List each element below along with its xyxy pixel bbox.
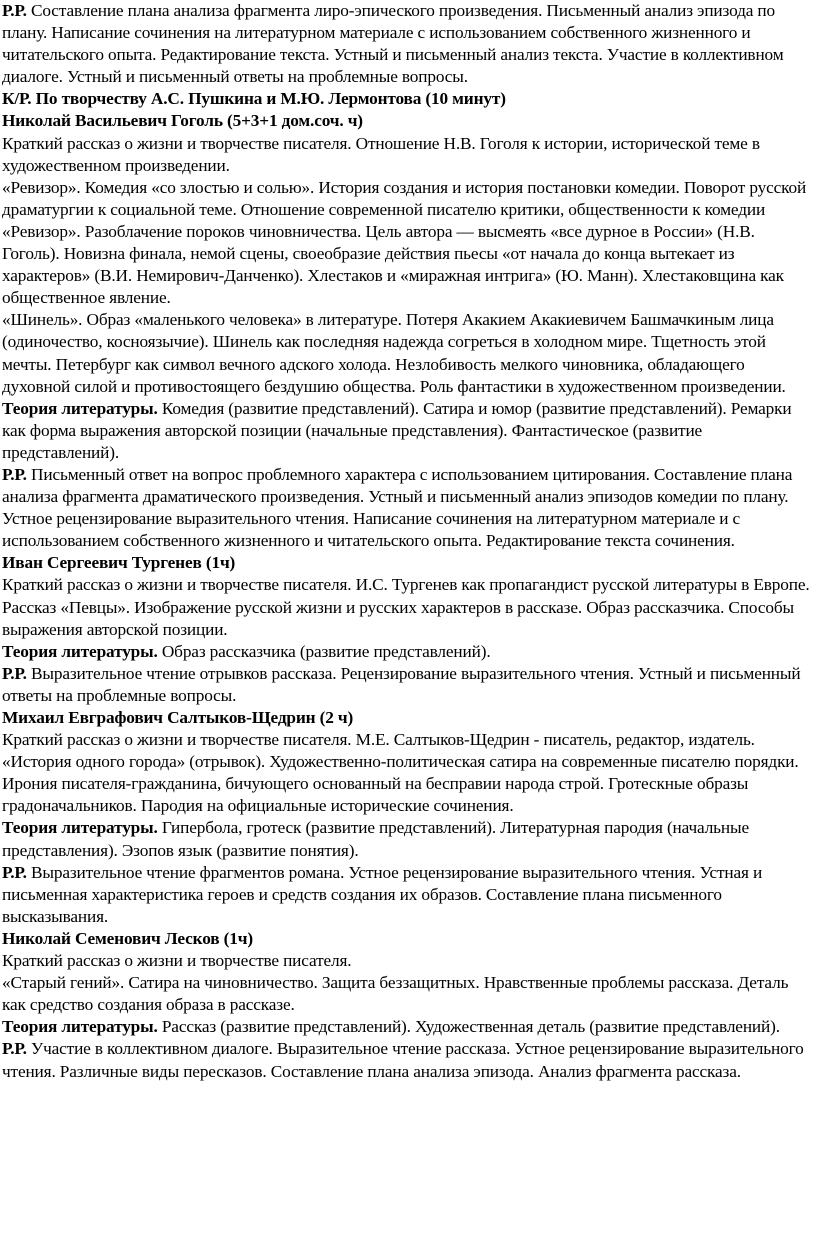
section-heading-gogol: Николай Васильевич Гоголь (5+3+1 дом.соч. ч) — [2, 111, 363, 131]
revizor-paragraph: «Ревизор». Комедия «со злостью и солью». История создания и история постановки комедии. Поворот русской драматургии к социальной теме. Отношение современной писателю критики, общественности к комедии «Ревизор». Разоблачение пороков чиновничества. Цель автора — высмеять «все дурное в России» (Н.В. Гоголь). Новизна финала, немой сцены, своеобразие действия пьесы «от начала до конца вытекает из характеров» (В.И. Немирович-Данченко). Хлестаков и «миражная интрига» (Ю. Манн). Хлестаковщина как общественное явление. — [2, 177, 807, 308]
paragraph-text: Выразительное чтение фрагментов романа. Устное рецензирование выразительного чтения. Устная и письменная характеристика героев и средств создания их образов. Составление плана письменного высказывания. — [2, 862, 763, 926]
paragraph-text: Рассказ (развитие представлений). Художественная деталь (развитие представлений). — [157, 1017, 780, 1037]
shinel-paragraph: «Шинель». Образ «маленького человека» в литературе. Потеря Акакием Акакиевичем Башмачкиным лица (одиночество, косноязычие). Шинель как последняя надежда согреться в холодном мире. Тщетность этой мечты. Петербург как символ вечного адского холода. Незлобивость мелкого чиновника, обладающего духовной силой и противостоящего бездушию общества. Роль фантастики в художественном произведении. — [2, 310, 786, 396]
rr-paragraph-lyric-epic — [2, 0, 810, 88]
rr-label: Р.Р. — [2, 1039, 27, 1059]
paragraph-text: Гипербола, гротеск (развитие представлений). Литературная пародия (начальные представления). Эзопов язык (развитие понятия). — [2, 818, 749, 860]
stary-geniy-paragraph: «Старый гений». Сатира на чиновничество. Защита беззащитных. Нравственные проблемы рассказа. Деталь как средство создания образа в рассказе. — [2, 973, 789, 1015]
paragraph-text: Участие в коллективном диалоге. Выразительное чтение рассказа. Устное рецензирование выразительного чтения. Различные виды пересказов. Составление плана анализа эпизода. Анализ фрагмента рассказа. — [2, 1039, 804, 1081]
leskov-bio-paragraph: Краткий рассказ о жизни и творчестве писателя. — [2, 951, 352, 971]
rr-label: Р.Р. — [2, 464, 27, 484]
rr-label: Р.Р. — [2, 1, 27, 20]
rr-label: Р.Р. — [2, 862, 27, 882]
theory-paragraph-turgenev — [2, 641, 810, 663]
theory-label: Теория литературы. — [2, 818, 158, 838]
turgenev-bio-paragraph: Краткий рассказ о жизни и творчестве писателя. И.С. Тургенев как пропагандист русской литературы в Европе. — [2, 575, 810, 595]
theory-label: Теория литературы. — [2, 398, 158, 418]
saltykov-bio-paragraph: Краткий рассказ о жизни и творчестве писателя. М.Е. Салтыков-Щедрин - писатель, редактор, издатель. — [2, 730, 755, 750]
control-work-heading: К/Р. По творчеству А.С. Пушкина и М.Ю. Лермонтова (10 минут) — [2, 89, 506, 109]
theory-label: Теория литературы. — [2, 1017, 158, 1037]
section-heading-saltykov: Михаил Евграфович Салтыков-Щедрин (2 ч) — [2, 708, 354, 727]
section-heading-leskov: Николай Семенович Лесков (1ч) — [2, 928, 253, 948]
theory-label: Теория литературы. — [2, 641, 158, 661]
section-heading-turgenev: Иван Сергеевич Тургенев (1ч) — [2, 553, 236, 573]
theory-paragraph-leskov — [2, 1016, 810, 1038]
theory-paragraph-saltykov — [2, 817, 810, 861]
rr-label: Р.Р. — [2, 663, 27, 683]
rr-paragraph-leskov — [2, 1038, 810, 1082]
paragraph-text: Составление плана анализа фрагмента лиро-эпического произведения. Письменный анализ эпизода по плану. Написание сочинения на литературном материале с использованием собственного жизненного и читательского опыта. Редактирование текста. Устный и письменный анализ текста. Участие в коллективном диалоге. Устный и письменный ответы на проблемные вопросы. — [2, 1, 784, 87]
gogol-bio-paragraph: Краткий рассказ о жизни и творчестве писателя. Отношение Н.В. Гоголя к истории, исторической теме в художественном произведении. — [2, 133, 760, 175]
rr-paragraph-gogol — [2, 464, 810, 552]
paragraph-text: Выразительное чтение отрывков рассказа. Рецензирование выразительного чтения. Устный и письменный ответы на проблемные вопросы. — [2, 663, 801, 705]
paragraph-text: Образ рассказчика (развитие представлений). — [157, 641, 491, 661]
pevtsy-paragraph: Рассказ «Певцы». Изображение русской жизни и русских характеров в рассказе. Образ рассказчика. Способы выражения авторской позиции. — [2, 597, 794, 639]
theory-paragraph-gogol — [2, 398, 810, 464]
paragraph-text: Письменный ответ на вопрос проблемного характера с использованием цитирования. Составление плана анализа фрагмента драматического произведения. Устный и письменный анализ эпизодов комедии по плану. Устное рецензирование выразительного чтения. Написание сочинения на литературном материале и с использованием собственного жизненного и читательского опыта. Редактирование текста сочинения. — [2, 464, 793, 551]
rr-paragraph-turgenev — [2, 663, 810, 707]
paragraph-text: Комедия (развитие представлений). Сатира и юмор (развитие представлений). Ремарки как форма выражения авторской позиции (начальные представления). Фантастическое (развитие представлений). — [2, 398, 792, 462]
istoriya-goroda-paragraph: «История одного города» (отрывок). Художественно-политическая сатира на современные писателю порядки. Ирония писателя-гражданина, бичующего основанный на бесправии народа строй. Гротескные образы градоначальников. Пародия на официальные исторические сочинения. — [2, 752, 799, 816]
rr-paragraph-saltykov — [2, 862, 810, 928]
